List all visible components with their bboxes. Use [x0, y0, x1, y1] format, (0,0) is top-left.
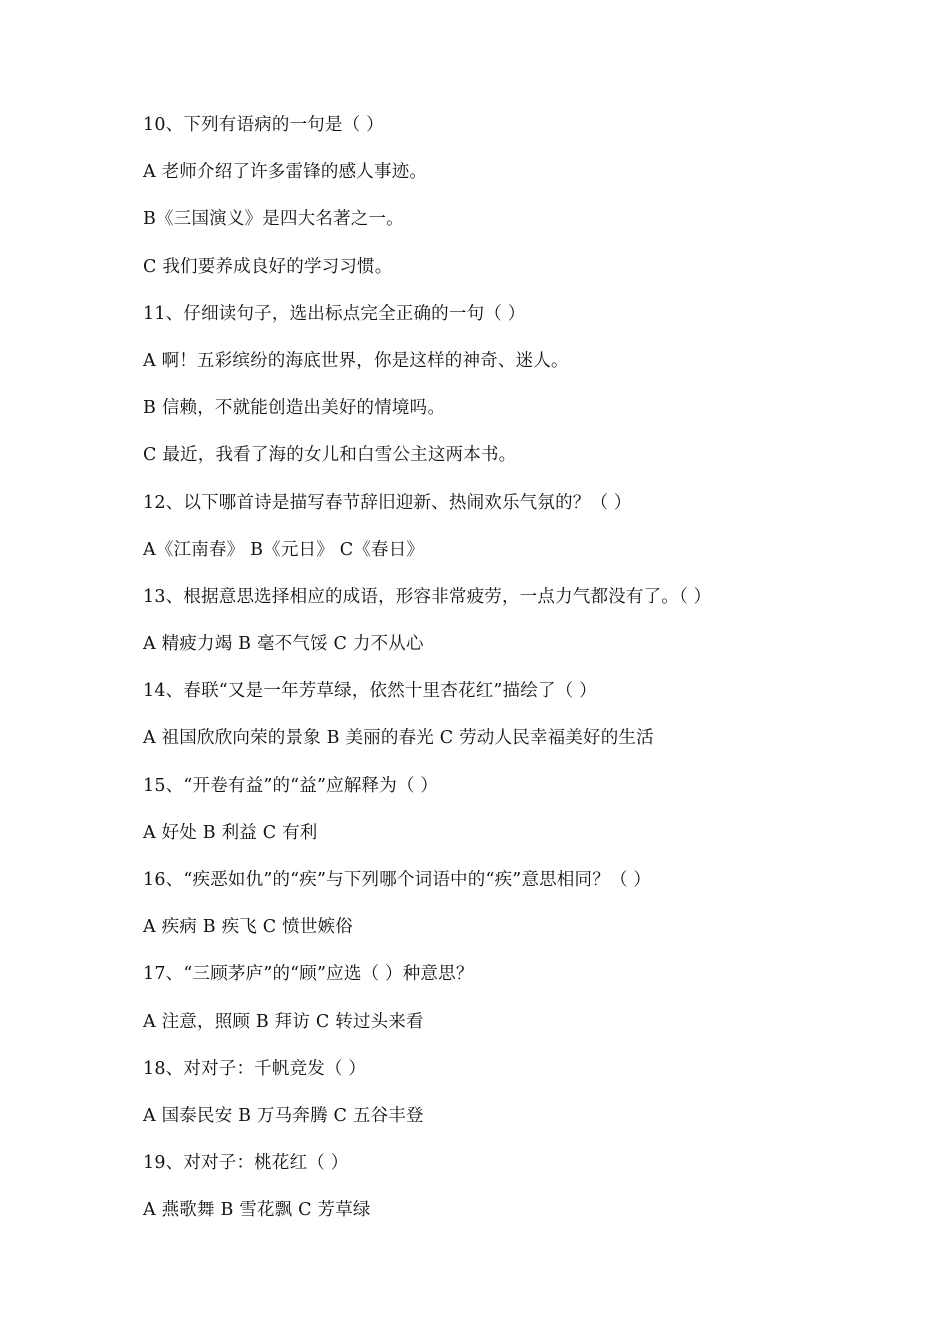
question-19: 19、对对子：桃花红（ ）: [143, 1153, 349, 1174]
option-line: A 注意，照顾 B 拜访 C 转过头来看: [143, 1011, 424, 1032]
option-line: A 精疲力竭 B 毫不气馁 C 力不从心: [143, 634, 424, 655]
question-list: [143, 110, 903, 1243]
option-line: A 好处 B 利益 C 有利: [143, 822, 318, 843]
option-line: B《三国演义》是四大名著之一。: [143, 209, 404, 230]
option-line: B 信赖，不就能创造出美好的情境吗。: [143, 398, 446, 419]
question-17: 17、“三顾茅庐”的“顾”应选（ ）种意思？: [143, 964, 474, 985]
question-18: 18、对对子：千帆竞发（ ）: [143, 1058, 367, 1079]
question-16: 16、“疾恶如仇”的“疾”与下列哪个词语中的“疾”意思相同？（ ）: [143, 870, 652, 890]
option-line: A 燕歌舞 B 雪花飘 C 芳草绿: [143, 1200, 371, 1221]
option-line: A 老师介绍了许多雷锋的感人事迹。: [143, 162, 428, 183]
option-line: A 疾病 B 疾飞 C 愤世嫉俗: [143, 917, 353, 938]
option-line: A《江南春》 B《元日》 C《春日》: [143, 539, 425, 560]
question-10: 10、下列有语病的一句是（ ）: [143, 115, 384, 135]
option-line: C 我们要养成良好的学习习惯。: [143, 256, 393, 277]
option-line: A 祖国欣欣向荣的景象 B 美丽的春光 C 劳动人民幸福美好的生活: [143, 728, 654, 749]
question-12: 12、以下哪首诗是描写春节辞旧迎新、热闹欢乐气氛的？（ ）: [143, 492, 632, 513]
option-line: A 国泰民安 B 万马奔腾 C 五谷丰登: [143, 1105, 424, 1126]
question-14: 14、春联“又是一年芳草绿，依然十里杏花红”描绘了（ ）: [143, 681, 597, 702]
option-line: A 啊！五彩缤纷的海底世界，你是这样的神奇、迷人。: [143, 350, 569, 371]
question-11: 11、仔细读句子，选出标点完全正确的一句（ ）: [143, 303, 526, 324]
question-15: 15、“开卷有益”的“益”应解释为（ ）: [143, 775, 439, 796]
option-line: C 最近，我看了海的女儿和白雪公主这两本书。: [143, 445, 517, 466]
question-13: 13、根据意思选择相应的成语，形容非常疲劳，一点力气都没有了。（ ）: [143, 586, 712, 607]
